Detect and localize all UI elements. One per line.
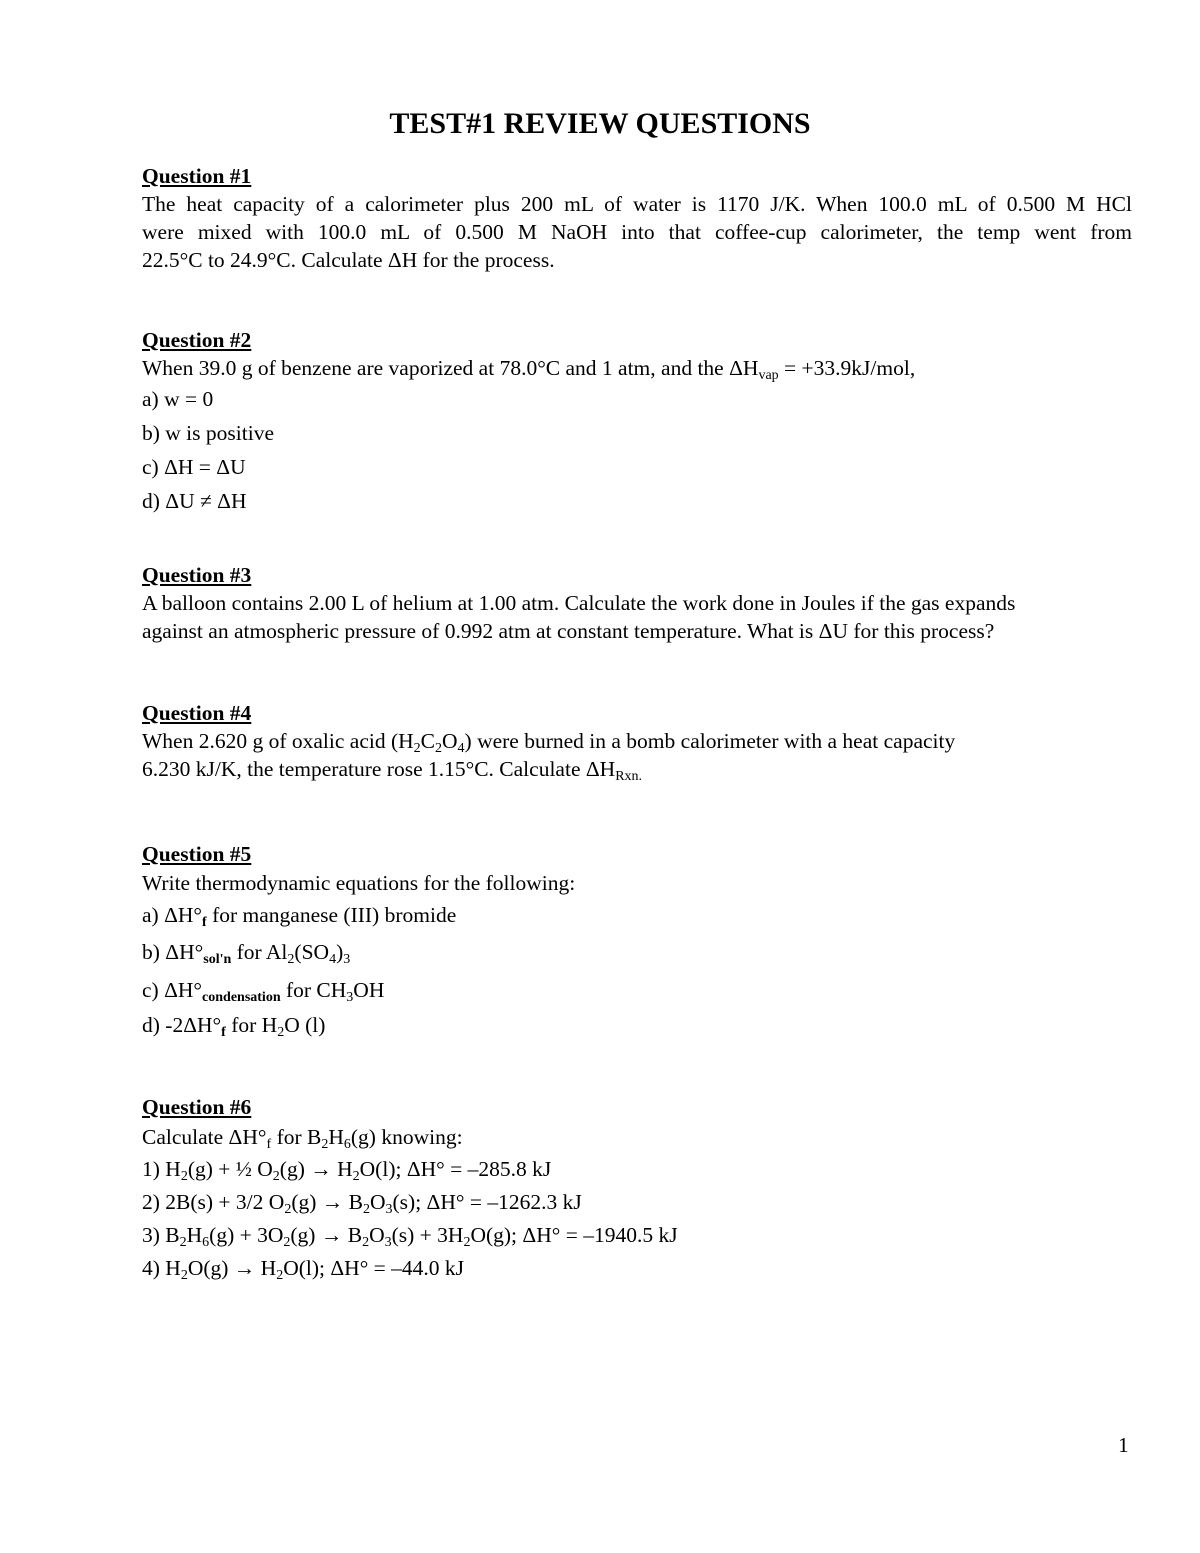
question-2-option-d: d) ΔU ≠ ΔH (142, 489, 247, 513)
question-3 (142, 561, 1132, 645)
question-2-stem-value: = +33.9kJ/mol, (778, 356, 916, 380)
question-6-equation-4: 4) $H_2O(g) \to H_2O(l)$; ΔH° = –44.0 kJ (142, 1256, 465, 1283)
question-4-heading: Question #4 (142, 701, 252, 725)
page-number: 1 (1118, 1433, 1129, 1457)
page-title: TEST#1 REVIEW QUESTIONS (389, 107, 811, 140)
question-5-part-a: a) $\Delta H^\circ_f$ for manganese (III) bromide (142, 903, 457, 930)
question-6-intro: Calculate $\Delta H^\circ_f$ for $B_2H_6(g)$ knowing: (142, 1125, 463, 1152)
question-2-option-c: c) ΔH = ΔU (142, 455, 246, 479)
question-6-equation-3: 3) $B_2H_6(g) + 3O_2(g) \to B_2O_3(s) + 3H_2O(g)$; ΔH° = –1940.5 kJ (142, 1223, 678, 1250)
question-1-line-3: 22.5°C to 24.9°C. Calculate ΔH for the process. (142, 248, 555, 272)
question-5-part-c: c) $\Delta H^\circ_{condensation}$ for $CH_3OH$ (142, 978, 385, 1005)
question-1 (142, 162, 1132, 274)
question-5-heading: Question #5 (142, 842, 252, 866)
question-4-line-1: When 2.620 g of oxalic acid $(H_2C_2O_4)$ were burned in a bomb calorimeter with a heat capacity (142, 729, 956, 756)
question-2-stem-text: When 39.0 g of benzene are vaporized at 78.0°C and 1 atm, and the ΔH (142, 356, 759, 380)
vap-subscript: vap (758, 368, 779, 383)
question-1-line-1: The heat capacity of a calorimeter plus 200 mL of water is 1170 J/K. When 100.0 mL of 0.500 M HCl (142, 192, 1132, 216)
question-6-heading: Question #6 (142, 1095, 252, 1119)
question-3-heading: Question #3 (142, 563, 252, 587)
question-6-equation-2: 2) 2B(s) + 3/2 $O_2(g) \to B_2O_3(s)$; ΔH° = –1262.3 kJ (142, 1190, 582, 1217)
question-2-heading: Question #2 (142, 328, 252, 352)
question-2-option-b: b) w is positive (142, 421, 274, 445)
question-6 (142, 1093, 1132, 1285)
question-3-line-1: A balloon contains 2.00 L of helium at 1.00 atm. Calculate the work done in Joules if the gas expands (142, 591, 1016, 615)
question-5-part-d: d) $-2\Delta H^\circ_f$ for $H_2O$ (l) (142, 1013, 326, 1040)
question-1-line-2: were mixed with 100.0 mL of 0.500 M NaOH into that coffee-cup calorimeter, the temp went from (142, 220, 1132, 244)
question-2 (142, 326, 1132, 518)
question-4 (142, 699, 1132, 783)
question-2-stem (142, 354, 1132, 382)
question-6-equation-1: 1) $H_2(g)$ + ½ $O_2(g) \to H_2O(l)$; ΔH° = –285.8 kJ (142, 1157, 552, 1184)
question-3-line-2: against an atmospheric pressure of 0.992 atm at constant temperature. What is ΔU for this process? (142, 619, 995, 643)
question-5-part-b: b) $\Delta H^\circ_{sol'n}$ for $Al_2(SO_4)_3$ (142, 940, 351, 967)
question-5-intro: Write thermodynamic equations for the following: (142, 871, 576, 895)
question-4-line-2: 6.230 kJ/K, the temperature rose 1.15°C. Calculate $\Delta H_{Rxn.}$ (142, 757, 643, 784)
question-1-heading: Question #1 (142, 164, 252, 188)
question-2-option-a: a) w = 0 (142, 387, 214, 411)
question-5 (142, 840, 1132, 1042)
